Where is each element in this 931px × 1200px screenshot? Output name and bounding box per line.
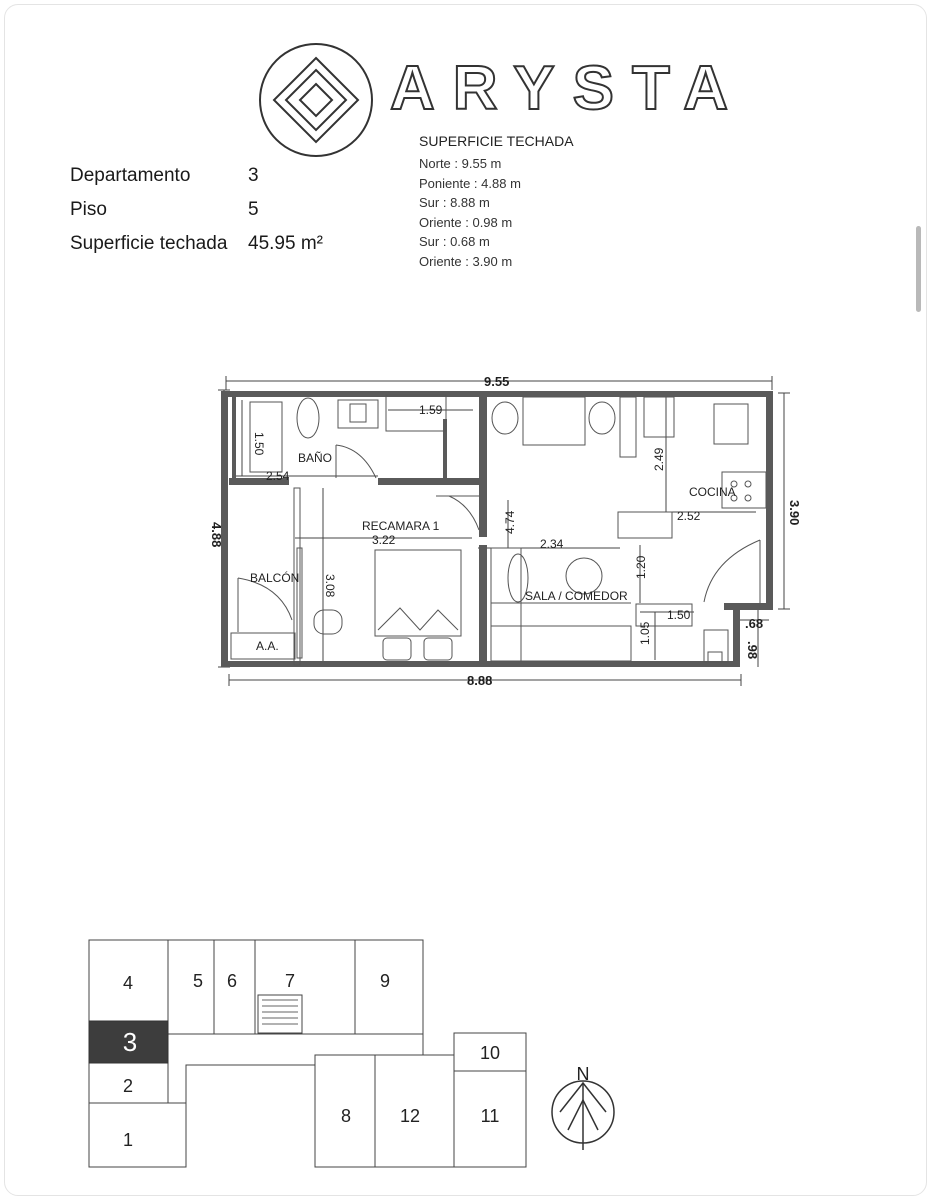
dim-south: 8.88: [467, 673, 493, 688]
dim-bano-w: 2.54: [266, 469, 290, 483]
unit-label-11: 11: [480, 1106, 500, 1126]
dim-closet: 1.59: [419, 403, 443, 417]
techada-line: Norte : 9.55 m: [419, 156, 502, 171]
dim-recamara-w: 3.22: [372, 533, 396, 547]
dim-south-small: .68: [745, 616, 764, 631]
north-label: N: [576, 1064, 590, 1084]
dim-east: 3.90: [787, 500, 802, 526]
unit-5[interactable]: [168, 940, 214, 1034]
techada-heading: SUPERFICIE TECHADA: [419, 133, 574, 149]
departamento-label: Departamento: [70, 165, 191, 186]
dim-bano-h: 1.50: [252, 432, 266, 456]
room-sala: SALA / COMEDOR: [525, 589, 628, 603]
techada-line: Oriente : 0.98 m: [419, 214, 513, 230]
unit-label-9: 9: [379, 971, 391, 991]
dim-sala-w: 2.34: [540, 537, 564, 551]
room-balcon: BALCÓN: [250, 571, 300, 585]
unit-1[interactable]: [89, 1103, 186, 1167]
techada-line: Oriente : 3.90 m: [419, 253, 513, 269]
unit-label-2: 2: [122, 1076, 134, 1096]
dim-cocina-w: 2.52: [677, 509, 701, 523]
unit-label-8: 8: [340, 1106, 352, 1126]
piso-label: Piso: [70, 199, 107, 220]
unit-label-6: 6: [226, 971, 238, 991]
room-bano: BAÑO: [298, 451, 333, 465]
room-aa: A.A.: [256, 639, 279, 653]
departamento-value: 3: [248, 165, 259, 186]
dim-sala-h: 4.74: [503, 510, 517, 534]
piso-value: 5: [248, 199, 259, 220]
unit-label-4: 4: [122, 973, 134, 993]
dim-cocina-h: 2.49: [652, 447, 666, 471]
unit-label-3: 3: [122, 1027, 138, 1057]
techada-line: Sur : 0.68 m: [419, 234, 490, 250]
room-cocina: COCINA: [689, 485, 736, 499]
techada-line: Poniente : 4.88 m: [419, 175, 521, 191]
unit-label-1: 1: [122, 1130, 134, 1150]
superficie-value: 45.95 m²: [248, 233, 323, 254]
brand-name: ARYSTA: [390, 54, 746, 123]
dim-isla-h: 1.20: [634, 555, 648, 579]
unit-label-10: 10: [479, 1043, 501, 1063]
unit-label-5: 5: [192, 971, 204, 991]
dim-west: 4.88: [209, 522, 224, 548]
dim-recamara-h: 3.08: [323, 574, 337, 598]
techada-line: Sur : 8.88 m: [419, 195, 490, 211]
north-arrow-icon: [552, 1081, 614, 1150]
superficie-label: Superficie techada: [70, 233, 228, 254]
dim-east-small: .98: [745, 641, 760, 660]
dim-patio-w: 1.50: [667, 608, 691, 622]
dim-patio-h: 1.05: [638, 621, 652, 645]
dim-north: 9.55: [484, 374, 510, 389]
room-recamara: RECAMARA 1: [362, 519, 440, 533]
unit-label-12: 12: [399, 1106, 421, 1126]
unit-label-7: 7: [284, 971, 296, 991]
